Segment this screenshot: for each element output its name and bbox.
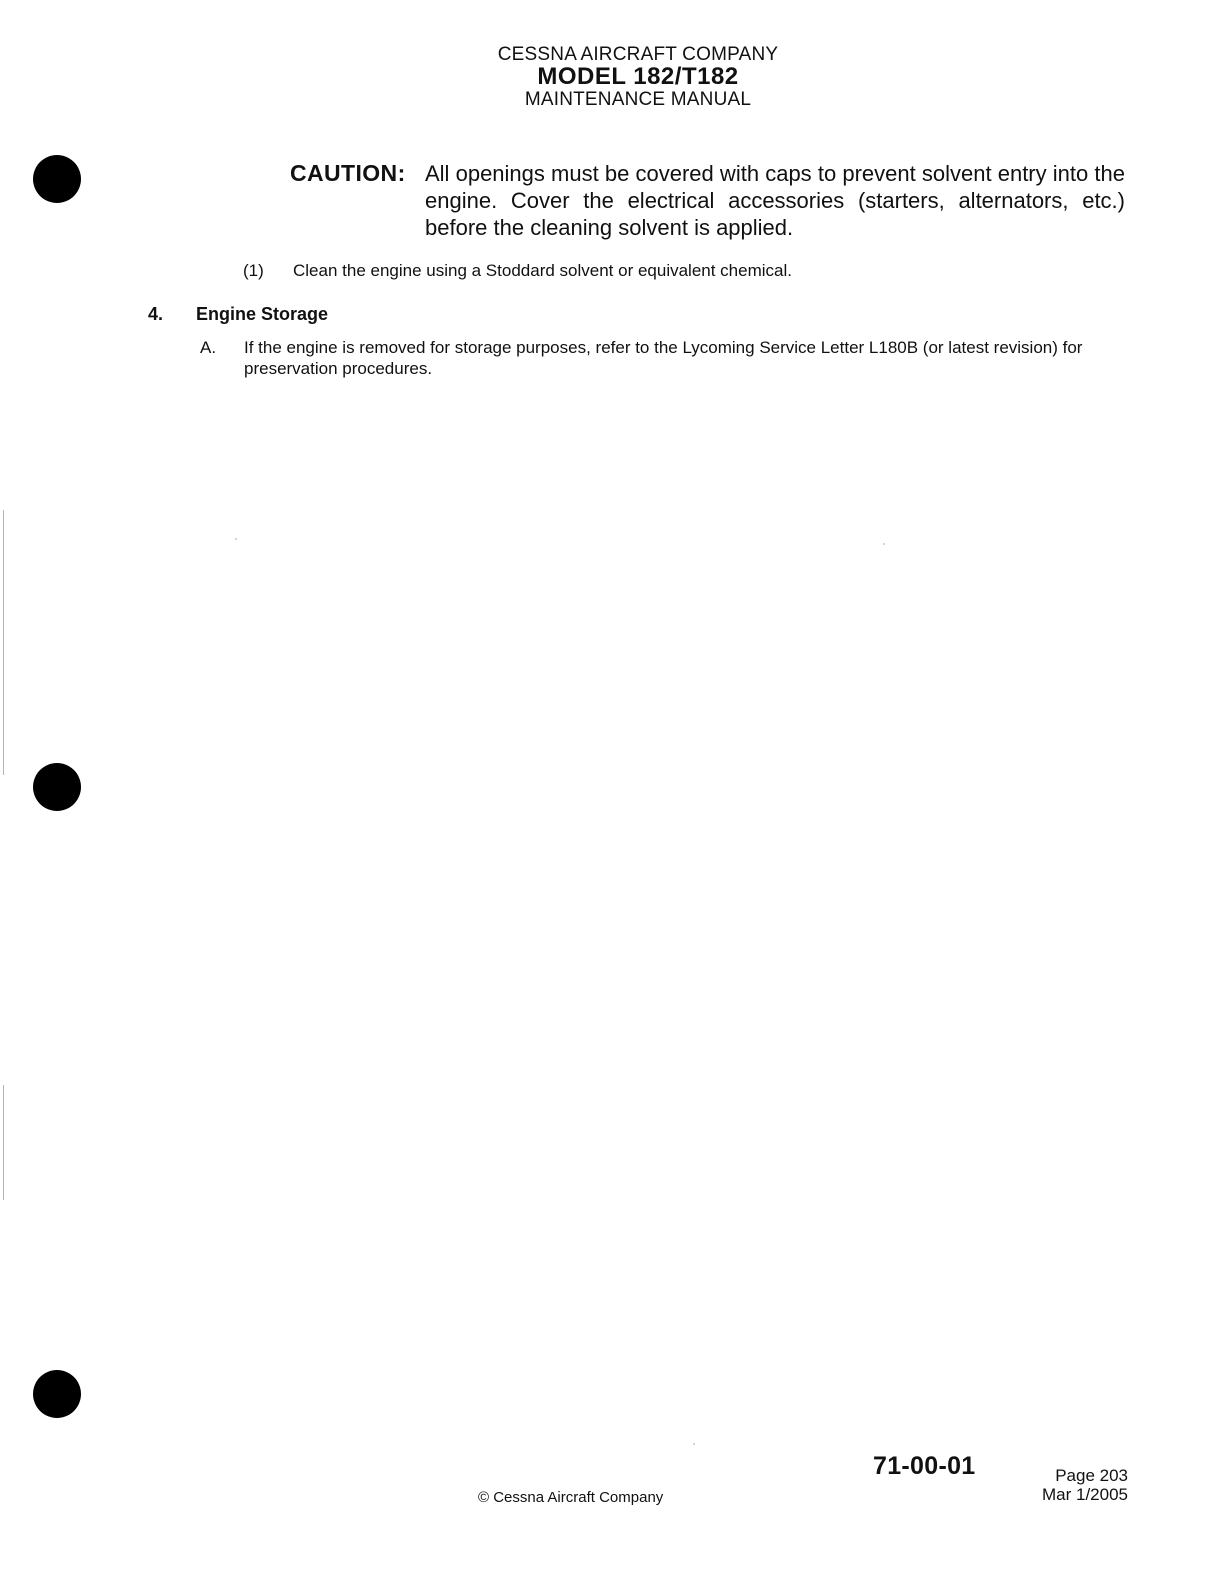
scan-edge-mark: [3, 1085, 4, 1200]
step-text: Clean the engine using a Stoddard solvent or equivalent chemical.: [293, 261, 792, 280]
scan-speck: [693, 1443, 695, 1445]
caution-text: All openings must be covered with caps to prevent solvent entry into the engine. Cover the electrical accessories (starters, alternators, etc.) before the cleaning solvent is applied.: [425, 161, 1125, 240]
scan-speck: [883, 543, 885, 545]
footer-page-info: [1040, 1466, 1128, 1504]
header-model: MODEL 182/T182: [537, 63, 739, 90]
footer-chapter-code: 71-00-01: [873, 1452, 976, 1480]
footer-page-number: Page 203: [1055, 1466, 1128, 1485]
scan-speck: [235, 538, 237, 540]
punch-hole-middle: [33, 763, 81, 811]
punch-hole-top: [33, 155, 81, 203]
paragraph-letter: A.: [200, 338, 217, 357]
section-title: Engine Storage: [196, 304, 329, 324]
footer-date: Mar 1/2005: [1042, 1485, 1128, 1504]
section-number: 4.: [148, 304, 164, 324]
paragraph-text: If the engine is removed for storage purposes, refer to the Lycoming Service Letter L180B (or latest revision) for preservation procedures.: [244, 338, 1083, 378]
punch-hole-bottom: [33, 1370, 81, 1418]
header-company: CESSNA AIRCRAFT COMPANY: [497, 44, 779, 65]
page-header: [0, 45, 1220, 110]
footer-copyright: © Cessna Aircraft Company: [478, 1489, 664, 1506]
scan-edge-mark: [3, 510, 4, 775]
header-manual-title: MAINTENANCE MANUAL: [524, 89, 752, 110]
caution-label: CAUTION:: [290, 160, 406, 186]
step-number: (1): [243, 261, 264, 280]
